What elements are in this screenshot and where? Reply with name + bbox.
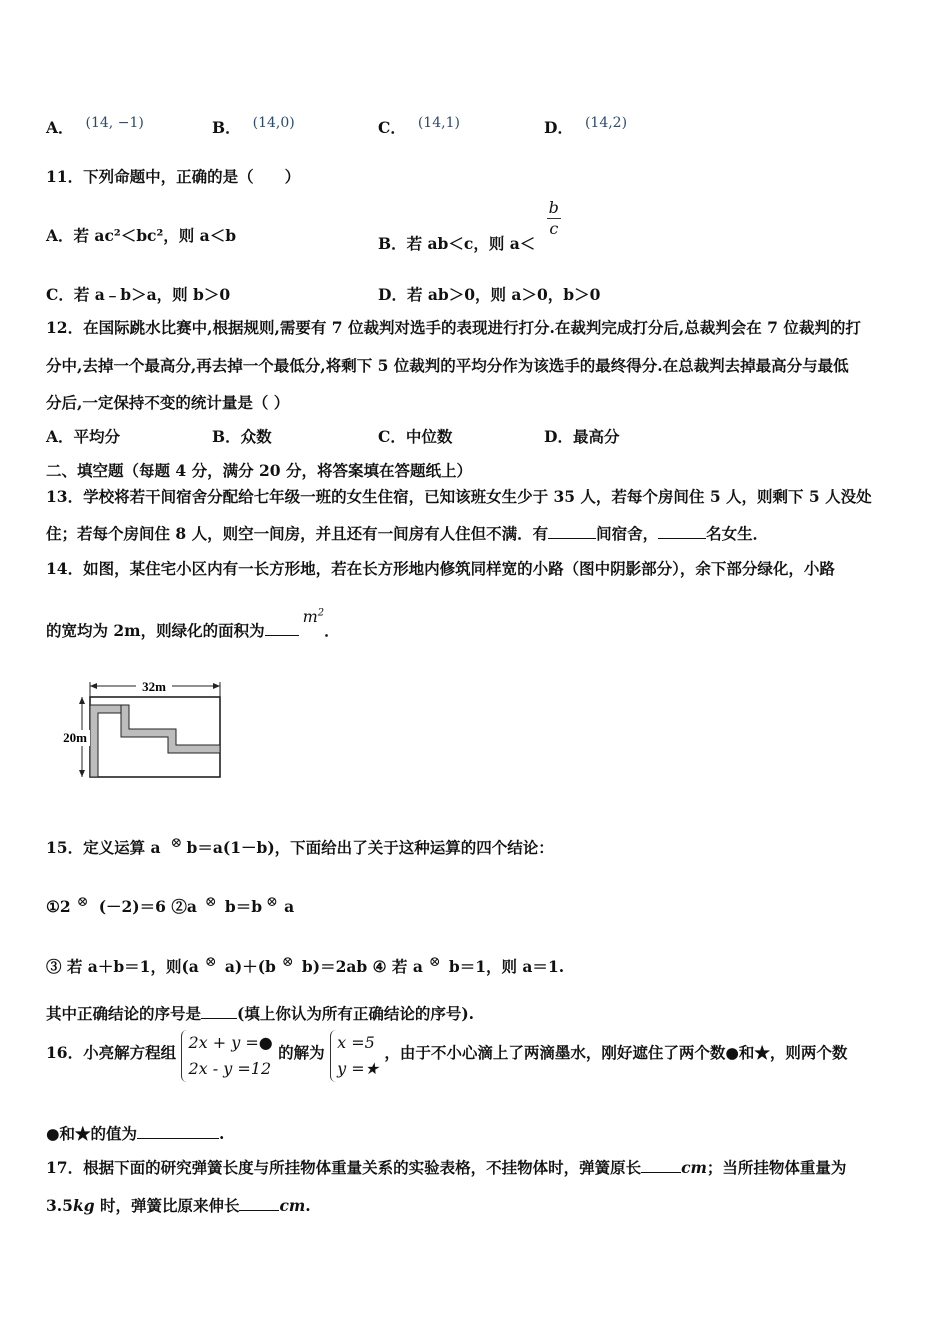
q10-option-a-value: (14, −1) xyxy=(85,115,144,131)
section-2-heading: 二、填空题（每题 4 分，满分 20 分，将答案填在答题纸上） xyxy=(46,461,472,480)
q14-line-1: 14．如图，某住宅小区内有一长方形地，若在长方形地内修筑同样宽的小路（图中阴影部分），余下部分绿化，小路 xyxy=(46,559,835,578)
equation-system: 2x + y =● 2x - y =12 xyxy=(181,1030,272,1082)
q15-stem: 15．定义运算 a ⊗ b＝a(1－b)，下面给出了关于这种运算的四个结论： xyxy=(46,835,554,857)
q13-line-1: 13．学校将若干间宿舍分配给七年级一班的女生住宿，已知该班女生少于 35 人，若每个房间住 5 人，则剩下 5 人没处 xyxy=(46,487,872,506)
q10-option-b: B． (14,0) xyxy=(212,115,295,137)
square-meter-unit: $m^2$ xyxy=(302,607,325,626)
q12-line-3: 分后,一定保持不变的统计量是（ ） xyxy=(46,393,290,412)
q17-line-1: 17．根据下面的研究弹簧长度与所挂物体重量关系的实验表格，不挂物体时，弹簧原长 cm；当所挂物体重量为 xyxy=(46,1158,847,1177)
q13-answer-blank-students[interactable] xyxy=(658,524,706,539)
otimes-operator-icon: ⊗ xyxy=(281,954,294,970)
q15-ask: 其中正确结论的序号是 (填上你认为所有正确结论的序号). xyxy=(46,1004,475,1023)
otimes-operator-icon: ⊗ xyxy=(170,835,183,851)
b-over-c-fraction xyxy=(547,198,561,239)
q12-line-2: 分中,去掉一个最高分,再去掉一个最低分,将剩下 5 位裁判的平均分作为该选手的最终得分.在总裁判去掉最高分与最低 xyxy=(46,356,849,375)
otimes-operator-icon: ⊗ xyxy=(428,954,441,970)
q12-option-d: D．最高分 xyxy=(544,427,620,446)
q16-line-1: 16．小亮解方程组 2x + y =● 2x - y =12 的解为 x =5 y =★ ，由于不小心滴上了两滴墨水，刚好遮住了两个数●和★，则两个数 xyxy=(46,1030,847,1082)
q14-line-2: 的宽均为 2m，则绿化的面积为$m^2$． xyxy=(46,607,340,640)
height-label: 20m xyxy=(63,730,87,745)
q11-option-a: A．若 ac²＜bc²，则 a＜b xyxy=(46,226,237,245)
q13-answer-blank-rooms[interactable] xyxy=(548,524,596,539)
q16-line-2: ●和★的值为 . xyxy=(46,1124,225,1143)
solution-system: x =5 y =★ xyxy=(330,1030,379,1082)
q17-line-2: 3.5kg 时，弹簧比原来伸长 cm. xyxy=(46,1196,311,1215)
q10-option-c: C． (14,1) xyxy=(378,115,460,137)
width-label: 32m xyxy=(142,679,166,694)
q17-answer-blank-length[interactable] xyxy=(641,1158,681,1173)
q12-option-b: B．众数 xyxy=(212,427,272,446)
q11-option-b-text: B．若 ab＜c，则 a＜ xyxy=(378,233,536,253)
q12-option-c: C．中位数 xyxy=(378,427,453,446)
fraction-denominator: c xyxy=(549,219,559,238)
q10-option-c-value: (14,1) xyxy=(417,115,460,131)
q15-conclusions-3-4: ③ 若 a＋b＝1，则(a ⊗ a)＋(b ⊗ b)＝2ab ④ 若 a ⊗ b＝1，则 a＝1. xyxy=(46,954,565,976)
q12-option-a: A．平均分 xyxy=(46,427,121,446)
q17-answer-blank-extension[interactable] xyxy=(239,1196,279,1211)
q10-option-a: A． (14, −1) xyxy=(46,115,144,137)
otimes-operator-icon: ⊗ xyxy=(266,894,278,910)
q11-option-d: D．若 ab＞0，则 a＞0，b＞0 xyxy=(378,285,601,304)
otimes-operator-icon: ⊗ xyxy=(204,954,217,970)
otimes-operator-icon: ⊗ xyxy=(76,894,89,910)
q11-stem: 11．下列命题中，正确的是（ ） xyxy=(46,167,301,186)
q12-line-1: 12．在国际跳水比赛中,根据规则,需要有 7 位裁判对选手的表现进行打分.在裁判完成打分后,总裁判会在 7 位裁判的打 xyxy=(46,318,861,337)
q16-answer-blank[interactable] xyxy=(137,1124,219,1139)
q15-answer-blank[interactable] xyxy=(201,1004,237,1019)
q10-option-b-value: (14,0) xyxy=(252,115,295,131)
q10-option-d: D． (14,2) xyxy=(544,115,628,137)
q14-rectangle-figure xyxy=(60,678,230,786)
q15-conclusions-1-2: ①2 ⊗ (－2)＝6 ②a ⊗ b＝b ⊗ a xyxy=(46,894,295,916)
q11-option-c: C．若 a﹣b＞a，则 b＞0 xyxy=(46,285,231,304)
fraction-numerator: b xyxy=(548,198,559,217)
otimes-operator-icon: ⊗ xyxy=(204,894,217,910)
q11-option-b xyxy=(378,198,561,253)
q10-option-d-value: (14,2) xyxy=(584,115,628,131)
q14-answer-blank[interactable] xyxy=(265,621,299,636)
q13-line-2: 住；若每个房间住 8 人，则空一间房，并且还有一间房有人住但不满．有 间宿舍， 名女生． xyxy=(46,524,769,543)
